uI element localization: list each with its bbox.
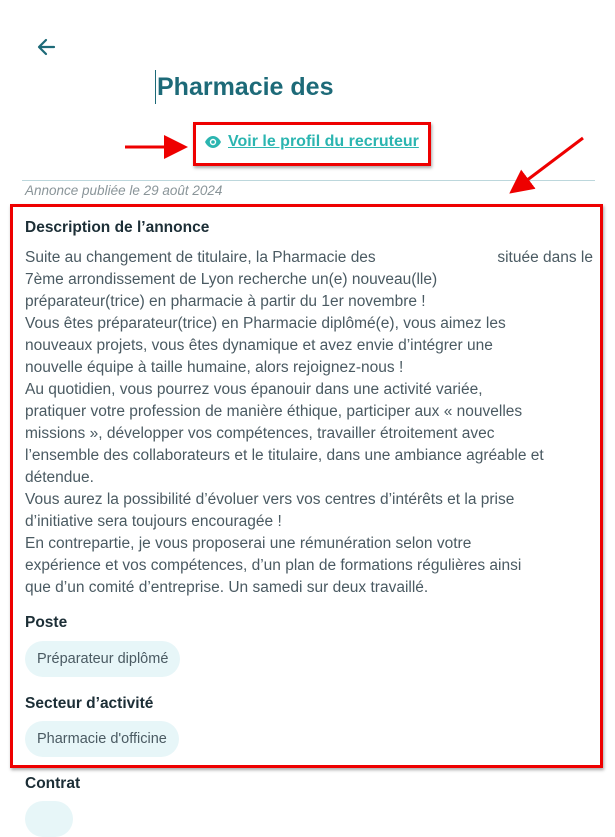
arrow-left-icon [34,34,60,60]
description-heading: Description de l’annonce [25,219,210,236]
secteur-chip: Pharmacie d'officine [25,721,179,757]
description-line: pratiquer votre profession de manière éthique, participer aux « nouvelles [25,403,523,420]
description-line: expérience et vos compétences, d’un plan de formations régulières ainsi [25,557,522,574]
description-line: nouvelle équipe à taille humaine, alors rejoignez-nous ! [25,359,404,376]
annotation-arrow-icon [514,138,583,190]
poste-chip: Préparateur diplômé [25,641,180,677]
page-title: Pharmacie des [155,70,334,104]
description-line: préparateur(trice) en pharmacie à partir du 1er novembre ! [25,293,426,310]
description-text [25,247,593,599]
description-line: située dans le [497,249,593,266]
description-line: Vous êtes préparateur(trice) en Pharmacie diplômé(e), vous aimez les [25,315,506,332]
recruiter-profile-label: Voir le profil du recruteur [228,133,419,150]
poste-heading: Poste [25,614,68,631]
description-line: nouveaux projets, vous êtes dynamique et avez envie d’intégrer une [25,337,493,354]
published-date: Annonce publiée le 29 août 2024 [25,183,223,198]
description-line: 7ème arrondissement de Lyon recherche un(e) nouveau(lle) [25,271,438,288]
eye-icon [204,135,222,149]
secteur-heading: Secteur d’activité [25,695,154,712]
description-line: En contrepartie, je vous proposerai une rémunération selon votre [25,535,472,552]
back-button[interactable] [34,34,60,60]
description-line: détendue. [25,469,94,486]
description-line: d’initiative sera toujours encouragée ! [25,513,282,530]
contrat-chip [25,801,73,837]
divider [22,180,595,181]
description-line: missions », développer vos compétences, travailler étroitement avec [25,425,495,442]
description-line: Vous aurez la possibilité d’évoluer vers vos centres d’intérêts et la prise [25,491,515,508]
contrat-heading: Contrat [25,775,81,792]
description-line: Au quotidien, vous pourrez vous épanouir dans une activité variée, [25,381,483,398]
description-line: Suite au changement de titulaire, la Pharmacie des [25,249,376,266]
recruiter-profile-link[interactable] [204,133,419,151]
description-line: l’ensemble des collaborateurs et le titulaire, dans une ambiance agréable et [25,447,544,464]
description-line: que d’un comité d’entreprise. Un samedi sur deux travaillé. [25,579,429,596]
